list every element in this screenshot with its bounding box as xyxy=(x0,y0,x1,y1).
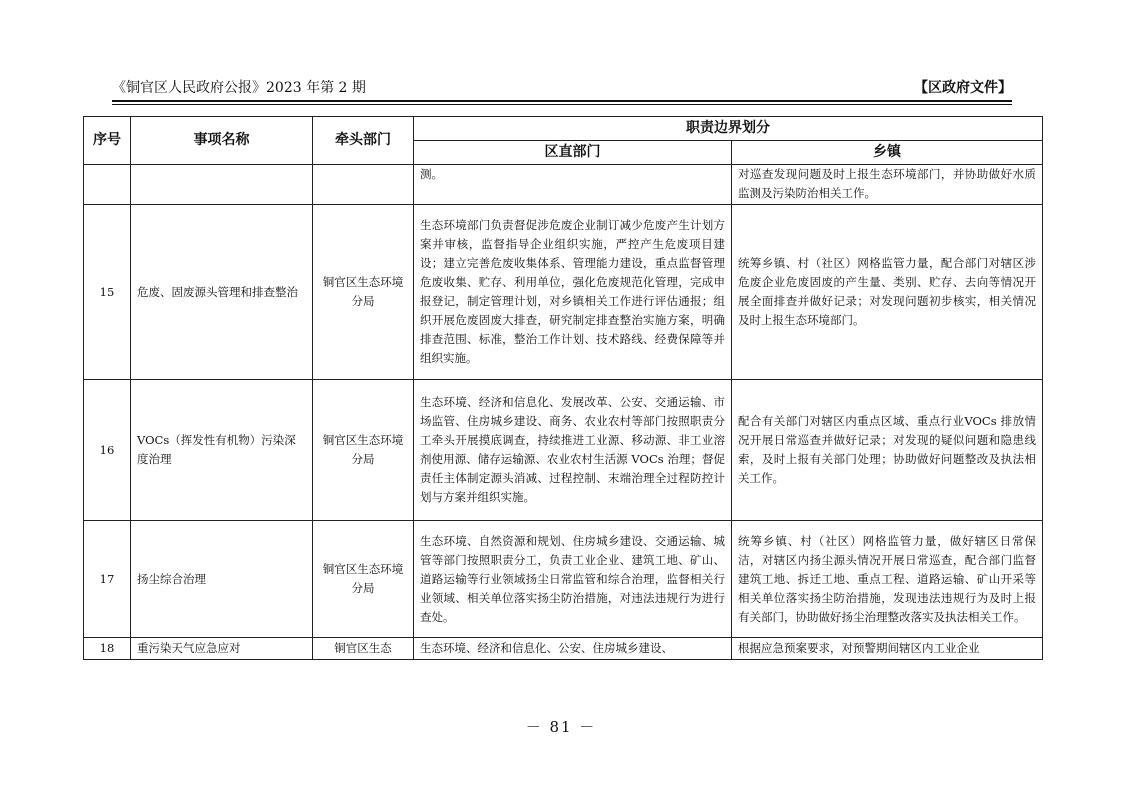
col-header-no: 序号 xyxy=(84,117,131,165)
row-town: 统筹乡镇、村（社区）网格监管力量，配合部门对辖区涉危废企业危废固废的产生量、类别、贮存、去向等情况开展全面排查并做好记录；对发现问题初步核实，相关情况及时上报生态环境部门。 xyxy=(732,205,1043,380)
row-name xyxy=(131,165,313,205)
section-label: 【区政府文件】 xyxy=(914,80,1012,96)
header-rule-thin xyxy=(112,104,1012,105)
table-row xyxy=(84,205,1043,380)
row-lead: 铜官区生态环境分局 xyxy=(313,205,414,380)
row-no: 17 xyxy=(84,521,131,638)
row-lead: 铜官区生态 xyxy=(313,638,414,660)
row-town: 根据应急预案要求，对预警期间辖区内工业企业 xyxy=(732,638,1043,660)
row-town: 配合有关部门对辖区内重点区域、重点行业VOCs 排放情况开展日常巡查并做好记录；对发现的疑似问题和隐患线索，及时上报有关部门处理；协助做好问题整改及执法相关工作。 xyxy=(732,380,1043,521)
row-name: 扬尘综合治理 xyxy=(131,521,313,638)
row-name: 重污染天气应急应对 xyxy=(131,638,313,660)
row-district: 生态环境、自然资源和规划、住房城乡建设、交通运输、城管等部门按照职责分工，负责工业企业、建筑工地、矿山、道路运输等行业领域扬尘日常监管和综合治理，监督相关行业领域、相关单位落实扬尘防治措施，对违法违规行为进行查处。 xyxy=(414,521,732,638)
row-district: 测。 xyxy=(414,165,732,205)
page-header xyxy=(112,78,1012,100)
responsibility-table xyxy=(83,116,1043,660)
row-district: 生态环境、经济和信息化、公安、住房城乡建设、 xyxy=(414,638,732,660)
row-town: 统筹乡镇、村（社区）网格监管力量，做好辖区日常保洁，对辖区内扬尘源头情况开展日常巡查，配合部门监督建筑工地、拆迁工地、重点工程、道路运输、矿山开采等相关单位落实扬尘防治措施，发现违法违规行为及时上报有关部门，协助做好扬尘治理整改落实及执法相关工作。 xyxy=(732,521,1043,638)
row-district: 生态环境部门负责督促涉危废企业制订减少危废产生计划方案并审核，监督指导企业组织实施，严控产生危废项目建设；建立完善危废收集体系、管理能力建设，重点监督管理危废收集、贮存、利用单位，强化危废规范化管理，完成申报登记，制定管理计划，对乡镇相关工作进行评估通报；组织开展危废固废大排查，研究制定排查整治实施方案，明确排查范围、标准，整治工作计划、技术路线、经费保障等并组织实施。 xyxy=(414,205,732,380)
row-no: 18 xyxy=(84,638,131,660)
table-row xyxy=(84,638,1043,660)
table-row xyxy=(84,165,1043,205)
col-header-boundary: 职责边界划分 xyxy=(414,117,1043,141)
publication-title: 《铜官区人民政府公报》2023 年第 2 期 xyxy=(112,80,366,96)
col-header-lead: 牵头部门 xyxy=(313,117,414,165)
col-header-town: 乡镇 xyxy=(732,141,1043,165)
row-name: VOCs（挥发性有机物）污染深度治理 xyxy=(131,380,313,521)
row-no: 15 xyxy=(84,205,131,380)
row-lead: 铜官区生态环境分局 xyxy=(313,521,414,638)
row-town: 对巡查发现问题及时上报生态环境部门，并协助做好水质监测及污染防治相关工作。 xyxy=(732,165,1043,205)
row-name: 危废、固废源头管理和排查整治 xyxy=(131,205,313,380)
header-rule-thick xyxy=(112,100,1012,102)
row-district: 生态环境、经济和信息化、发展改革、公安、交通运输、市场监管、住房城乡建设、商务、农业农村等部门按照职责分工牵头开展摸底调查，持续推进工业源、移动源、非工业溶剂使用源、储存运输源、农业农村生活源 VOCs 治理；督促责任主体制定源头消减、过程控制、末端治理全过程防控计划与方案并组织实施。 xyxy=(414,380,732,521)
row-no xyxy=(84,165,131,205)
col-header-district: 区直部门 xyxy=(414,141,732,165)
row-lead: 铜官区生态环境分局 xyxy=(313,380,414,521)
row-no: 16 xyxy=(84,380,131,521)
table-row xyxy=(84,521,1043,638)
table-row xyxy=(84,380,1043,521)
page-number: － 81 － xyxy=(525,718,597,736)
row-lead xyxy=(313,165,414,205)
col-header-name: 事项名称 xyxy=(131,117,313,165)
